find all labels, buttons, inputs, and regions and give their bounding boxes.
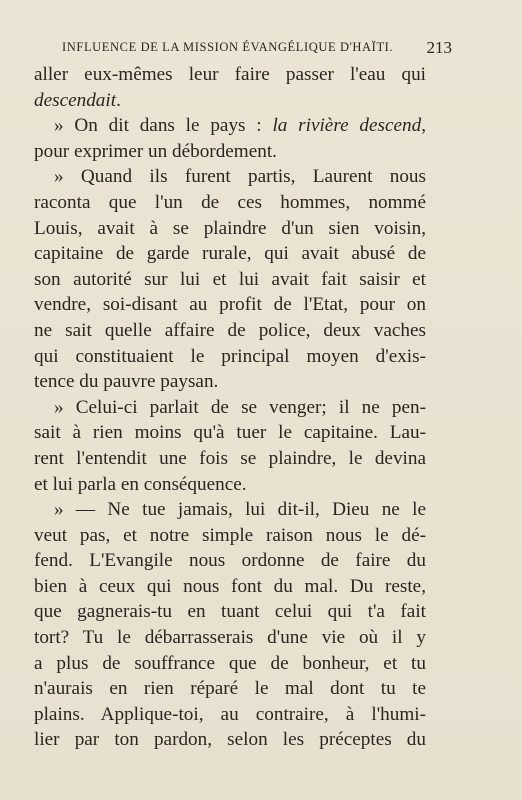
text-line <box>34 113 426 139</box>
text-line: » — Ne tue jamais, lui dit-il, Dieu ne le <box>54 499 426 521</box>
text-line: tort? Tu le débarrasserais d'une vie où il y <box>34 627 426 649</box>
line-suffix: , <box>421 115 426 137</box>
text-line: plains. Applique-toi, au contraire, à l'humi- <box>34 703 426 725</box>
text-line: vendre, soi-disant au profit de l'Etat, pour on <box>34 294 426 316</box>
text-line: » Celui-ci parlait de se venger; il ne pen- <box>54 396 426 418</box>
text-line: fend. L'Evangile nous ordonne de faire du <box>34 550 426 572</box>
body-text <box>34 62 426 753</box>
italic-word: descendait <box>34 89 117 111</box>
text-line: et lui parla en conséquence. <box>34 473 247 495</box>
text-line: pour exprimer un débordement. <box>34 140 277 162</box>
text-line: raconta que l'un de ces hommes, nommé <box>34 191 426 213</box>
page-number: 213 <box>426 38 452 57</box>
text-line: veut pas, et notre simple raison nous le dé- <box>34 524 426 546</box>
text-line: aller eux-mêmes leur faire passer l'eau qui <box>34 64 426 85</box>
italic-phrase: la rivière descend <box>272 115 422 137</box>
text-line: rent l'entendit une fois se plaindre, le devina <box>34 447 426 469</box>
text-line: sait à rien moins qu'à tuer le capitaine. Lau- <box>34 422 426 444</box>
text-line: son autorité sur lui et lui avait fait saisir et <box>34 268 426 290</box>
page-header <box>62 38 452 58</box>
text-line: que gagnerais-tu en tuant celui qui t'a fait <box>34 601 426 623</box>
line-prefix: » On dit dans le pays : <box>54 115 273 137</box>
text-line: ne sait quelle affaire de police, deux vaches <box>34 319 426 341</box>
text-line: bien à ceux qui nous font du mal. Du reste, <box>34 575 426 597</box>
text-line: » Quand ils furent partis, Laurent nous <box>54 166 426 188</box>
text-line: lier par ton pardon, selon les préceptes du <box>34 729 426 751</box>
text-line: Louis, avait à se plaindre d'un sien voisin, <box>34 217 426 239</box>
text-line: a plus de souffrance que de bonheur, et tu <box>34 652 426 674</box>
text-line: n'aurais en rien réparé le mal dont tu te <box>34 678 426 700</box>
running-title: INFLUENCE DE LA MISSION ÉVANGÉLIQUE D'HAÏTI. <box>62 40 394 54</box>
text-line: capitaine de garde rurale, qui avait abusé de <box>34 243 426 265</box>
text-line: descendait. <box>34 89 121 111</box>
text-line: qui constituaient le principal moyen d'exis- <box>34 345 426 367</box>
text-line: tence du pauvre paysan. <box>34 371 219 393</box>
